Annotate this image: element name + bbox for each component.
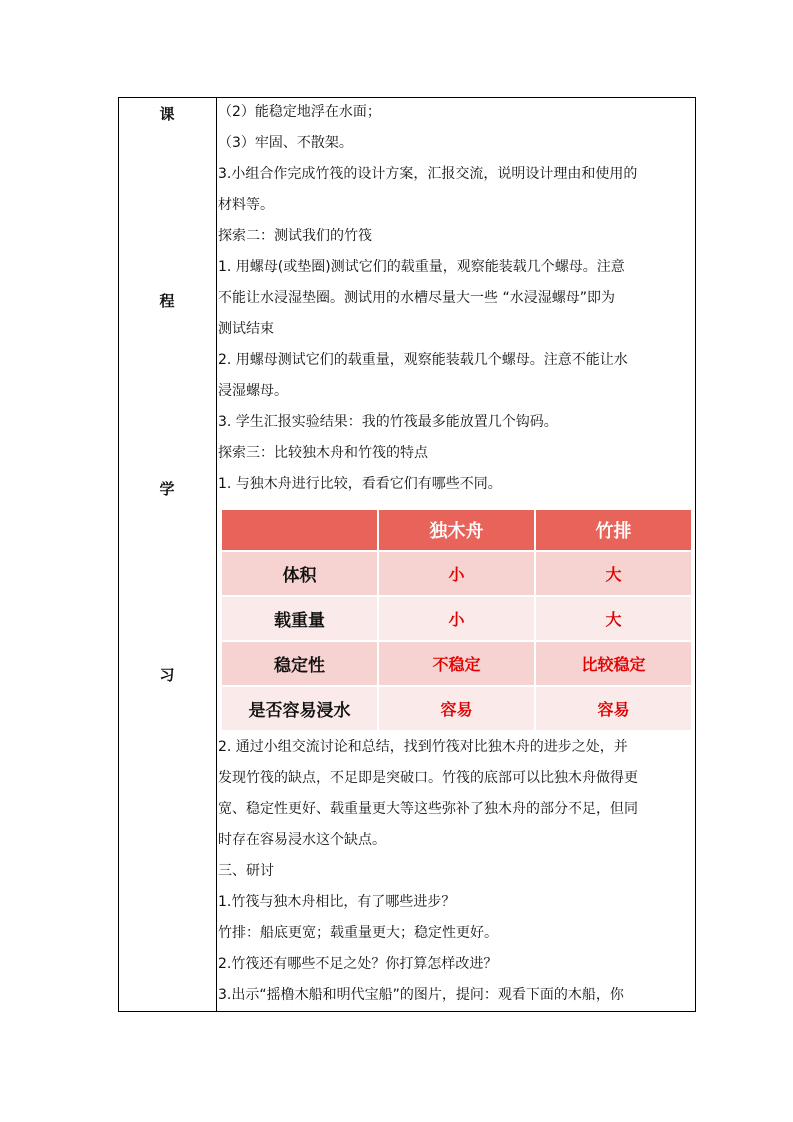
content-bottom (217, 732, 693, 1011)
table-row (222, 550, 691, 595)
text-line: 3. 学生汇报实验结果：我的竹筏最多能放置几个钩码。 (218, 414, 558, 430)
text-line: 1.竹筏与独木舟相比，有了哪些进步？ (218, 894, 456, 910)
text-line: 浸湿螺母。 (218, 383, 288, 399)
raft-value: 容易 (536, 685, 691, 730)
row-label: 载重量 (222, 595, 377, 640)
text-line: 材料等。 (218, 197, 274, 213)
raft-value: 大 (536, 550, 691, 595)
canoe-value: 不稳定 (379, 640, 534, 685)
text-line: 不能让水浸湿垫圈。测试用的水槽尽量大一些 “水浸湿螺母”即为 (218, 290, 615, 306)
text-line: 发现竹筏的缺点，不足即是突破口。竹筏的底部可以比独木舟做得更 (218, 770, 638, 786)
canoe-value: 小 (379, 595, 534, 640)
raft-value: 大 (536, 595, 691, 640)
row-label: 是否容易浸水 (222, 685, 377, 730)
side-label-ke: 课 (159, 105, 175, 123)
text-line: 1. 用螺母(或垫圈)测试它们的载重量，观察能装载几个螺母。注意 (218, 259, 625, 275)
canoe-value: 容易 (379, 685, 534, 730)
section-heading: 三、研讨 (218, 863, 274, 879)
text-line: 2.竹筏还有哪些不足之处？你打算怎样改进？ (218, 956, 498, 972)
text-line: 宽、稳定性更好、载重量更大等这些弥补了独木舟的部分不足，但同 (218, 801, 638, 817)
raft-value: 比较稳定 (536, 640, 691, 685)
comparison-table (220, 510, 693, 730)
text-line: 1. 与独木舟进行比较，看看它们有哪些不同。 (218, 476, 502, 492)
text-line: 2. 通过小组交流讨论和总结，找到竹筏对比独木舟的进步之处，并 (218, 739, 628, 755)
table-row (222, 640, 691, 685)
section-heading: 探索三：比较独木舟和竹筏的特点 (218, 445, 428, 461)
text-line: 测试结束 (218, 321, 274, 337)
text-line: （3）牢固、不散架。 (218, 135, 353, 151)
section-heading: 探索二：测试我们的竹筏 (218, 228, 372, 244)
side-label-cheng: 程 (159, 292, 175, 310)
table-row (222, 685, 691, 730)
row-label: 稳定性 (222, 640, 377, 685)
text-line: （2）能稳定地浮在水面； (218, 104, 381, 120)
text-line: 3.出示“摇橹木船和明代宝船”的图片，提问：观看下面的木船，你 (218, 987, 624, 1003)
side-label-xi: 习 (159, 666, 175, 684)
text-line: 竹排：船底更宽；载重量更大；稳定性更好。 (218, 925, 498, 941)
header-bamboo-raft: 竹排 (536, 510, 691, 550)
text-line: 2. 用螺母测试它们的载重量，观察能装载几个螺母。注意不能让水 (218, 352, 628, 368)
text-line: 3.小组合作完成竹筏的设计方案，汇报交流，说明设计理由和使用的 (218, 166, 638, 182)
header-empty (222, 510, 377, 550)
row-label: 体积 (222, 550, 377, 595)
content-top (217, 97, 693, 500)
text-line: 时存在容易浸水这个缺点。 (218, 832, 386, 848)
side-label-xue: 学 (159, 480, 175, 498)
header-canoe: 独木舟 (379, 510, 534, 550)
table-row (222, 595, 691, 640)
canoe-value: 小 (379, 550, 534, 595)
